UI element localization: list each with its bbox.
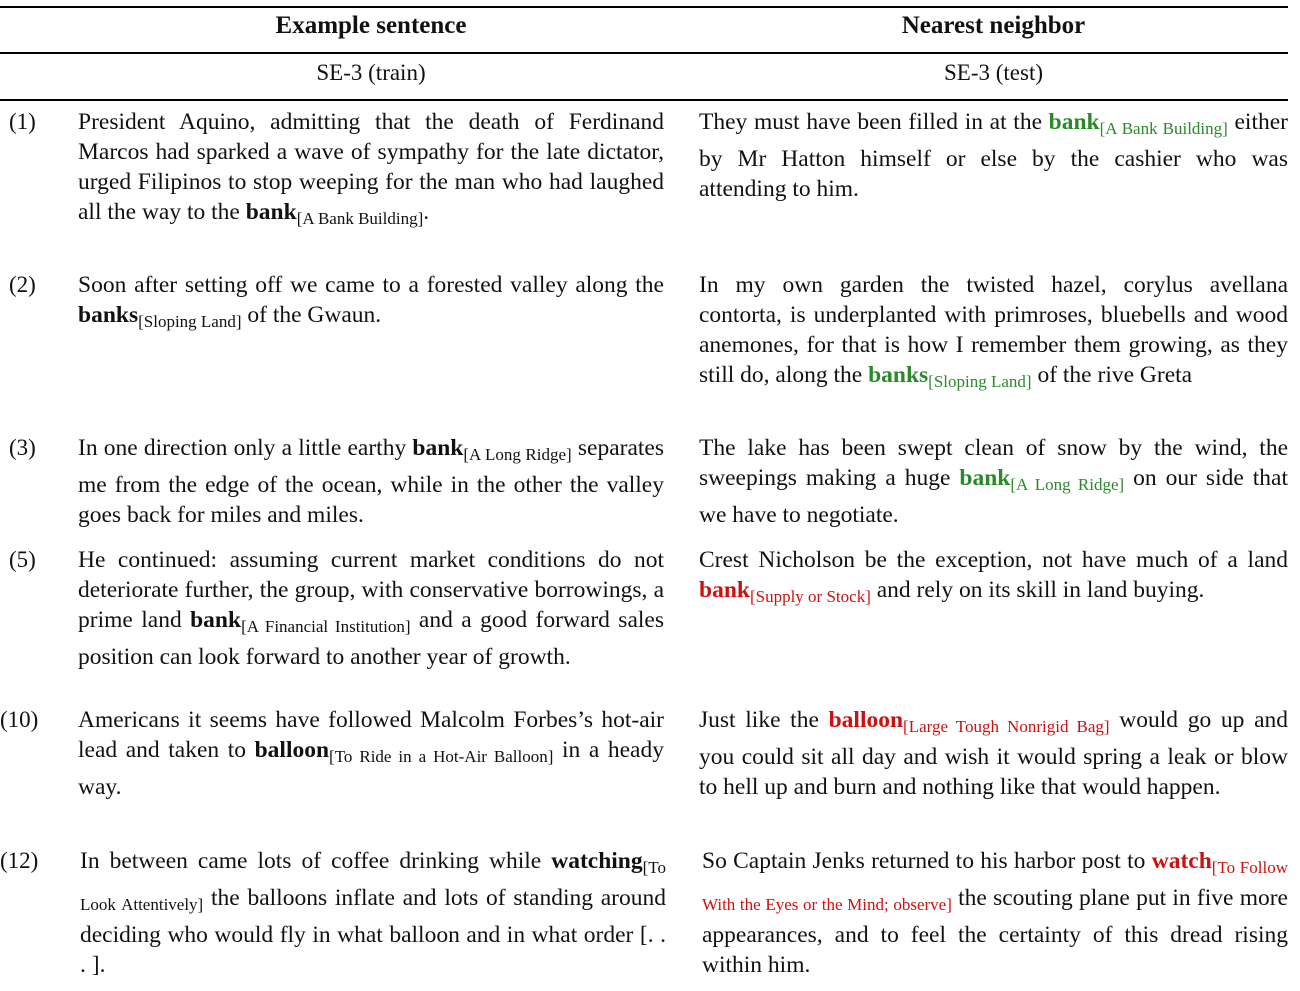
nearest-neighbor-sentence: Just like the balloon$_{[Large Tough Nonrigid Bag]}$ would go up and you could sit all day and wish it would spring a leak or blow to hell up and burn and nothing like that would happen. <box>699 707 1288 800</box>
subheader-rule <box>0 99 1288 101</box>
sense-label: [A Bank Building] <box>296 209 424 228</box>
example-sentence: In one direction only a little earthy bank$_{[A Long Ridge]}$ separates me from the edge of the ocean, while in the other the valley goes back for miles and miles. <box>78 435 665 528</box>
nearest-neighbor-sentence: Crest Nicholson be the exception, not have much of a land bank$_{[Supply or Stock]}$ and rely on its skill in land buying. <box>699 547 1288 606</box>
target-word: watching <box>551 848 643 874</box>
example-sentence: He continued: assuming current market conditions do not deteriorate further, the group, with conservative borrowings, a prime land bank$_{[A Financial Institution]}$ and a good forward sales position can look forward to another year of growth. <box>78 547 664 670</box>
target-word: banks <box>78 302 139 328</box>
sense-label: [To Look Attentively] <box>80 858 666 914</box>
top-rule <box>0 6 1288 8</box>
header-rule <box>0 52 1288 54</box>
target-word: bank <box>1048 109 1100 135</box>
row-number: (2) <box>9 272 36 297</box>
sense-label: [Large Tough Nonrigid Bag] <box>903 717 1110 736</box>
target-word: banks <box>868 362 929 388</box>
target-word: bank <box>245 199 297 225</box>
subheader-train: SE-3 (train) <box>316 60 426 85</box>
target-word: bank <box>699 577 750 603</box>
row-number: (10) <box>0 707 39 732</box>
example-sentence: Americans it seems have followed Malcolm Forbes’s hot-air lead and taken to balloon$_{[To Ride in a Hot-Air Balloon]}$ in a heady way. <box>78 707 664 800</box>
example-sentence: Soon after setting off we came to a forested valley along the banks$_{[Sloping Land]}$ of the Gwaun. <box>78 272 664 331</box>
sense-label: [Supply or Stock] <box>749 587 871 606</box>
nearest-neighbor-sentence: So Captain Jenks returned to his harbor post to watch$_{[To Follow With the Eyes or the Mind; observe]}$ the scouting plane put in five more appearances, and to feel the certainty of this dread rising within him. <box>702 848 1288 978</box>
target-word: bank <box>412 435 464 461</box>
target-word: watch <box>1151 848 1212 874</box>
subheader-test: SE-3 (test) <box>943 60 1043 85</box>
sense-label: [A Long Ridge] <box>1010 475 1125 494</box>
target-word: bank <box>959 465 1011 491</box>
target-word: balloon <box>254 737 330 763</box>
sense-label: [To Ride in a Hot-Air Balloon] <box>329 747 554 766</box>
header-nearest-neighbor: Nearest neighbor <box>901 12 1086 39</box>
sense-label: [A Long Ridge] <box>463 445 572 464</box>
row-number: (12) <box>0 848 39 873</box>
sense-label: [A Financial Institution] <box>241 617 411 636</box>
header-example-sentence: Example sentence <box>275 12 467 39</box>
sense-label: [Sloping Land] <box>138 312 242 331</box>
sense-label: [Sloping Land] <box>928 372 1032 391</box>
example-sentence: In between came lots of coffee drinking while watching$_{[To Look Attentively]}$ the balloons inflate and lots of standing around deciding who would fly in what balloon and in what order [. . . ]. <box>80 848 667 978</box>
nearest-neighbor-sentence: The lake has been swept clean of snow by the wind, the sweepings making a huge bank$_{[A Long Ridge]}$ on our side that we have to negotiate. <box>699 435 1288 528</box>
target-word: balloon <box>828 707 904 733</box>
sense-label: [To Follow With the Eyes or the Mind; observe] <box>702 858 1288 914</box>
target-word: bank <box>190 607 242 633</box>
row-number: (5) <box>9 547 36 572</box>
row-number: (1) <box>9 109 36 134</box>
nearest-neighbor-sentence: In my own garden the twisted hazel, corylus avellana contorta, is underplanted with primroses, bluebells and wood anemones, for that is how I remember them growing, as they still do, along the banks$_{[Sloping Land]}$ of the rive Greta <box>699 272 1288 391</box>
row-number: (3) <box>9 435 36 460</box>
example-sentence: President Aquino, admitting that the death of Ferdinand Marcos had sparked a wave of sympathy for the late dictator, urged Filipinos to stop weeping for the man who had laughed all the way to the bank$_{[A Bank Building]}$. <box>78 109 664 228</box>
sense-label: [A Bank Building] <box>1099 119 1228 138</box>
nearest-neighbor-sentence: They must have been filled in at the bank$_{[A Bank Building]}$ either by Mr Hatton himself or else by the cashier who was attending to him. <box>699 109 1288 202</box>
